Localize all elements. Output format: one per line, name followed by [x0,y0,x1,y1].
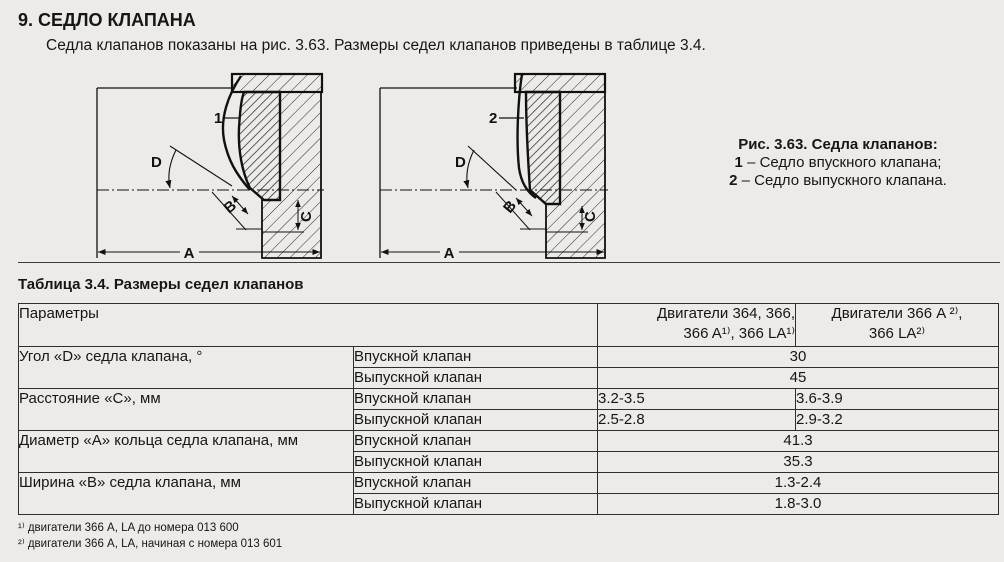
table-value-cell: 30 [598,347,999,368]
table-valve-cell: Выпускной клапан [354,368,598,389]
diameter-a-label: A [183,245,195,262]
angle-d-arc [169,150,176,188]
table-valve-cell: Выпускной клапан [354,452,598,473]
figure-caption [700,136,976,190]
table-param-cell: Диаметр «A» кольца седла клапана, мм [19,431,354,473]
header-line: Двигатели 366 A ²⁾, [831,305,963,322]
table-valve-cell: Впускной клапан [354,347,598,368]
caption-item-text: – Седло выпускного клапана. [741,172,947,189]
caption-item-number: 1 [734,154,743,171]
head-top-section [515,74,605,92]
head-top-section [232,74,322,92]
part-number-2: 2 [489,110,498,127]
table-value-cell-engines-a: 2.5-2.8 [598,410,796,431]
header-line: Двигатели 364, 366, [656,305,795,322]
table-value-cell-engines-a: 3.2-3.5 [598,389,796,410]
table-header-engines-a [598,304,796,347]
table-valve-cell: Впускной клапан [354,473,598,494]
distance-c-label: C [298,211,315,222]
section-heading: 9. СЕДЛО КЛАПАНА [18,10,196,30]
caption-title: Рис. 3.63. Седла клапанов: [738,136,938,153]
angle-d-leader [170,146,232,186]
table-valve-cell: Впускной клапан [354,431,598,452]
table-row [19,431,999,452]
table-value-cell: 45 [598,368,999,389]
valve-seat-dimensions-table [18,303,999,515]
table-row [19,473,999,494]
width-b-label: B [220,197,240,218]
table-row [19,347,999,368]
figure-3-63 [0,60,660,262]
table-header-params: Параметры [19,304,598,347]
exhaust-seat-diagram [380,74,608,258]
table-param-cell: Расстояние «C», мм [19,389,354,431]
table-param-cell: Ширина «B» седла клапана, мм [19,473,354,515]
table-valve-cell: Выпускной клапан [354,494,598,515]
header-line: 366 A¹⁾, 366 LA¹⁾ [683,325,795,342]
angle-d-label: D [151,154,162,171]
table-valve-cell: Выпускной клапан [354,410,598,431]
caption-item-text: – Седло впускного клапана; [747,154,942,171]
table-value-cell: 1.8-3.0 [598,494,999,515]
width-b-label: B [500,197,521,217]
table-value-cell: 1.3-2.4 [598,473,999,494]
table-valve-cell: Впускной клапан [354,389,598,410]
table-param-cell: Угол «D» седла клапана, ° [19,347,354,389]
table-row [19,389,999,410]
table-header-row [19,304,999,347]
table-header-engines-b [796,304,999,347]
caption-item-exhaust [700,172,976,190]
caption-item-inlet [700,154,976,172]
table-title: Таблица 3.4. Размеры седел клапанов [18,276,304,293]
inlet-seat-diagram [97,74,324,258]
figure-bottom-rule [18,262,1000,263]
caption-item-number: 2 [729,172,738,189]
header-line: 366 LA²⁾ [868,325,926,342]
angle-d-leader [468,146,516,190]
footnotes [18,520,282,552]
table-value-cell: 41.3 [598,431,999,452]
distance-c-label: C [582,211,599,222]
part-number-1: 1 [214,110,223,127]
table-value-cell-engines-b: 3.6-3.9 [796,389,999,410]
angle-d-arc [467,150,474,188]
intro-paragraph: Седла клапанов показаны на рис. 3.63. Размеры седел клапанов приведены в таблице 3.4. [46,37,706,54]
table-value-cell-engines-b: 2.9-3.2 [796,410,999,431]
diameter-a-label: A [443,245,455,262]
angle-d-label: D [455,154,466,171]
exhaust-seat-ring [526,92,560,204]
footnote-1: ¹⁾ двигатели 366 A, LA до номера 013 600 [18,522,239,534]
footnote-2: ²⁾ двигатели 366 A, LA, начиная с номера 013 601 [18,538,283,550]
table-value-cell: 35.3 [598,452,999,473]
